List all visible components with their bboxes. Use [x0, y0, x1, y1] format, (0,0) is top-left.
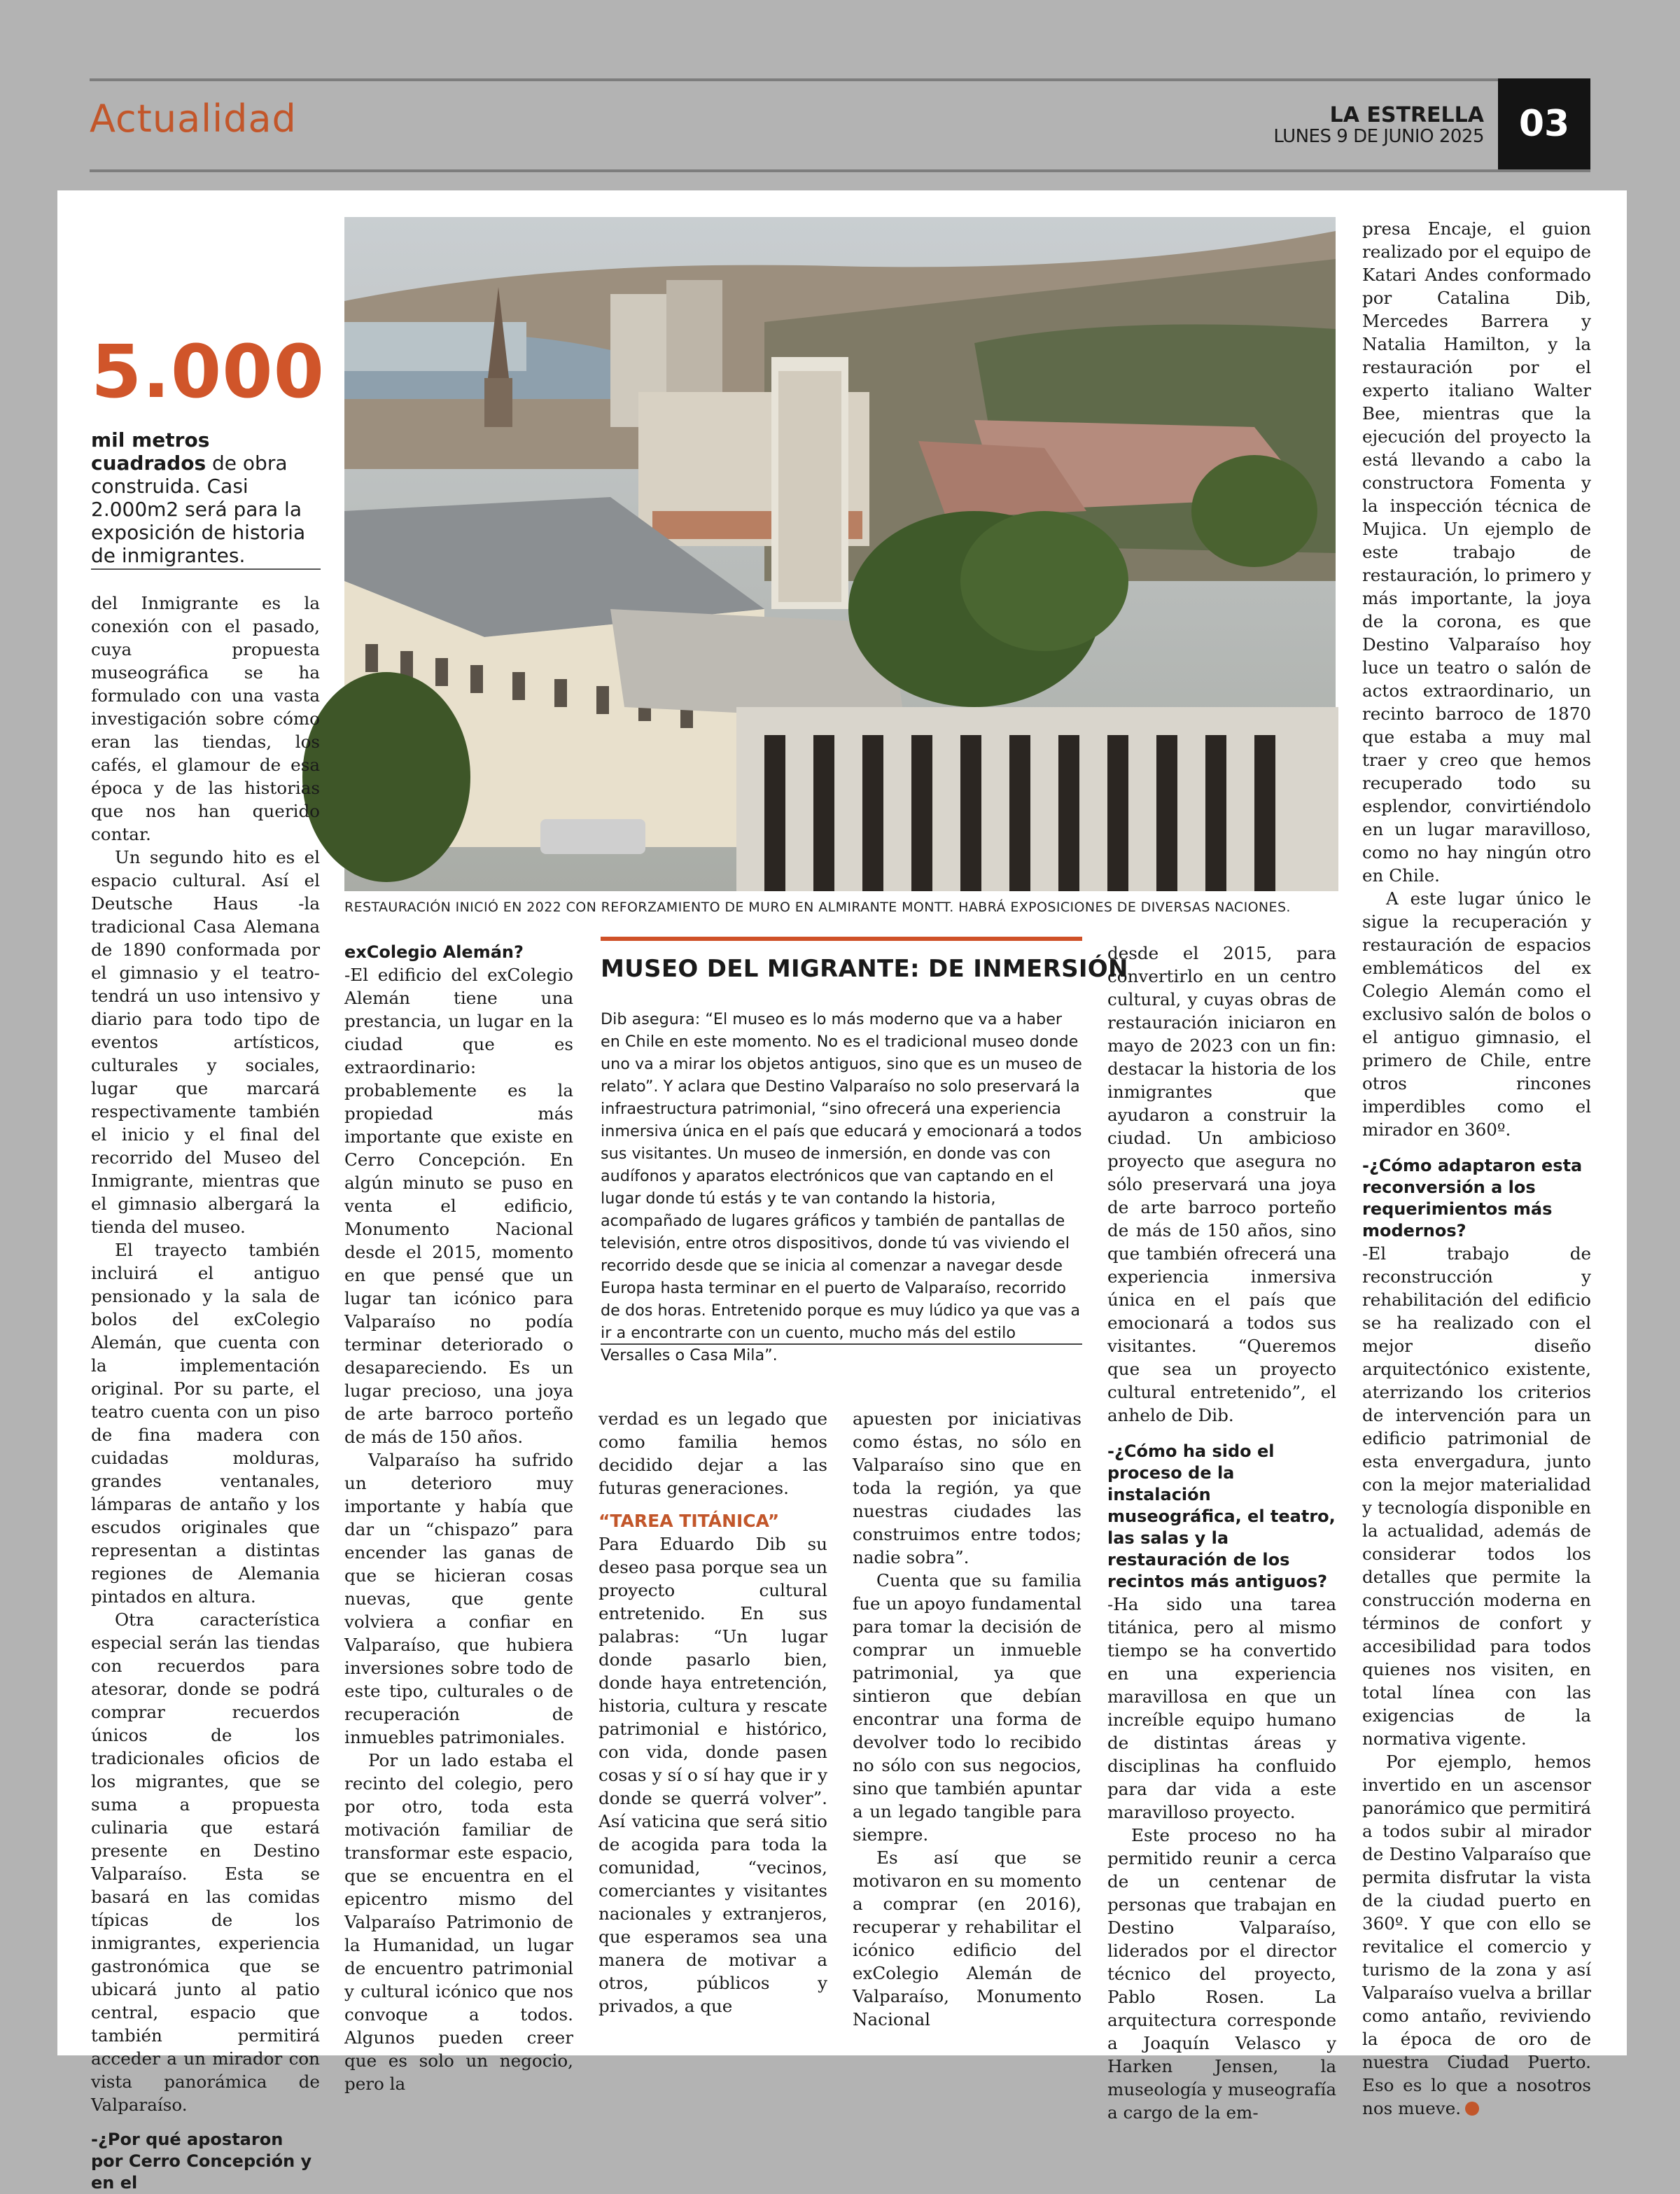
stat-caption-rest: de obra construida. Casi 2.000m2 será para la exposición de historia de inmigrantes.: [91, 452, 306, 567]
stat-number: 5.000: [91, 329, 325, 414]
paragraph: del Inmigrante es la conexión con el pasado, cuya propuesta museográfica se ha formulado con una vasta investigación sobre cómo eran las tiendas, los cafés, el glamour de esa época y de las historias que nos han querido contar.: [91, 593, 320, 844]
article-photo[interactable]: [344, 217, 1336, 891]
paragraph: Este proceso no ha permitido reunir a cerca de un centenar de personas que trabajan en Destino Valparaíso, liderados por el director técnico del proyecto, Pablo Rosen. La arquitectura corresponde a Joaquín Velasco y Harken Jensen, la museología y museografía a cargo de la em-: [1107, 1825, 1336, 2123]
paragraph: Es así que se motivaron en su momento a comprar (en 2016), recuperar y rehabilitar el icónico edificio del exColegio Alemán de Valparaíso, Monumento Nacional: [853, 1847, 1082, 2029]
photo-illustration: [344, 217, 1336, 891]
article-column-1: [91, 592, 320, 2193]
page-number: 03: [1498, 78, 1590, 169]
paragraph: -El edificio del exColegio Alemán tiene una prestancia, un lugar en la ciudad que es extraordinario: probablemente es la propiedad más importante que existe en Cerro Concepción. En algún minuto se puso en venta el edificio, Monumento Nacional desde el 2015, momento en que pensé que un lugar tan icónico para Valparaíso no podía terminar deteriorado o desapareciendo. Es un lugar precioso, una joya de arte barroco porteño de más de 150 años.: [344, 965, 573, 1447]
paragraph: Cuenta que su familia fue un apoyo fundamental para tomar la decisión de comprar un inmueble patrimonial, ya que sintieron que debían encontrar una forma de devolver todo lo recibido no sólo con sus negocios, sino que también apuntar a un legado tangible para siempre.: [853, 1570, 1082, 1845]
subheading: “TAREA TITÁNICA”: [598, 1511, 780, 1531]
paragraph: Un segundo hito es el espacio cultural. Así el Deutsche Haus -la tradicional Casa Alemana de 1890 conformada por el gimnasio y el teatro- tendrá un uso intensivo y diario para todo tipo de eventos artísticos, culturales y sociales, lugar que marcará respectivamente también el inicio y el final del recorrido del Museo del Inmigrante, mientras que el gimnasio albergará la tienda del museo.: [91, 847, 320, 1237]
article-column-2: [344, 942, 573, 2094]
article-column-6: [1362, 217, 1591, 2118]
question: -¿Por qué apostaron por Cerro Concepción y en el: [91, 2130, 312, 2193]
paragraph: A este lugar único le sigue la recuperación y restauración de espacios emblemáticos del ex Colegio Alemán como el exclusivo salón de bolos o el antiguo gimnasio, el primero de Chile, entre otros rincones imperdibles como el mirador en 360º.: [1362, 888, 1591, 1140]
question: -¿Cómo adaptaron esta reconversión a los requerimientos más modernos?: [1362, 1156, 1583, 1241]
paragraph: Para Eduardo Dib su deseo pasa porque sea un proyecto cultural entretenido. En sus palabras: “Un lugar donde pasarlo bien, donde haya entretención, historia, cultura y rescate patrimonial e histórico, con vida, donde pasen cosas y sí o sí hay que ir y donde se querrá volver”. Así vaticina que será sitio de acogida para toda la comunidad, “vecinos, comerciantes y visitantes nacionales y extranjeros, que esperamos sea una manera de motivar a otros, públicos y privados, a que: [598, 1534, 827, 2016]
photo-caption: RESTAURACIÓN INICIÓ EN 2022 CON REFORZAMIENTO DE MURO EN ALMIRANTE MONTT. HABRÁ EXPOSICIONES DE DIVERSAS NACIONES.: [344, 900, 1291, 915]
box-bottom-rule: [601, 1343, 1082, 1345]
paragraph: El trayecto también incluirá el antiguo pensionado y la sala de bolos del exColegio Alemán, que cuenta con la implementación original. Por su parte, el teatro cuenta con un piso de fina madera con cuidadas molduras, grandes ventanales, lámparas de antaño y los escudos originales que representan a distintas regiones de Alemania pintados en altura.: [91, 1240, 320, 1607]
closing-text: Por ejemplo, hemos invertido en un ascensor panorámico que permitirá a todos subir al mirador de Destino Valparaíso que permita disfrutar la vista de la ciudad puerto en 360º. Y que con ello se revitalice el comercio y turismo de la zona y así Valparaíso vuelva a brillar como antaño, reviviendo la época de oro de nuestra Ciudad Puerto. Eso es lo que a nosotros nos mueve.: [1362, 1752, 1591, 2118]
paragraph: -El trabajo de reconstrucción y rehabilitación del edificio se ha realizado con el mejor diseño arquitectónico existente, aterrizando los criterios de intervención para un edificio patrimonial de esta envergadura, junto con la mejor materialidad y tecnología disponible en la actualidad, además de considerar todos los detalles que permite la construcción moderna en términos de confort y accesibilidad para todos quienes nos visiten, en total línea con las exigencias de la normativa vigente.: [1362, 1243, 1591, 1749]
paragraph: -Ha sido una tarea titánica, pero al mismo tiempo se ha convertido en una experiencia maravillosa en que un increíble equipo humano de distintas áreas y disciplinas ha confluido para dar vida a este maravilloso proyecto.: [1107, 1594, 1336, 1822]
box-top-rule: [601, 937, 1082, 941]
issue-date: LUNES 9 DE JUNIO 2025: [1273, 126, 1484, 147]
paragraph: [1362, 1750, 1591, 2120]
paragraph: presa Encaje, el guion realizado por el equipo de Katari Andes conformado por Catalina Dib, Mercedes Barrera y Natalia Hamilton, y la restauración por el experto italiano Walter Bee, mientras que la ejecución del proyecto la está llevando a cabo la constructora Fomenta y la inspección técnica de Mujica. Un ejemplo de este trabajo de restauración, lo primero y más importante, la joya de la corona, es que Destino Valparaíso hoy luce un teatro o salón de actos extraordinario, un recinto barroco de 1870 que estaba a muy mal traer y creo que hemos recuperado todo su esplendor, convirtiéndolo en un lugar maravilloso, como no hay ningún otro en Chile.: [1362, 218, 1591, 886]
section-title: Actualidad: [90, 97, 297, 141]
article-column-5: [1107, 942, 1336, 2123]
header-rule-top: [90, 78, 1590, 81]
paragraph: Otra característica especial serán las tiendas con recuerdos para atesorar, donde se podrá comprar recuerdos únicos de los tradicionales oficios de los migrantes, que se suma a propuesta culinaria que estará presente en Destino Valparaíso. Esta se basará en las comidas típicas de los inmigrantes, experiencia gastronómica que se ubicará junto al patio central, espacio que también permitirá acceder a un mirador con vista panorámica de Valparaíso.: [91, 1609, 320, 2115]
question: -¿Cómo ha sido el proceso de la instalación museográfica, el teatro, las salas y la restauración de los recintos más antiguos?: [1107, 1441, 1336, 1591]
paragraph: apuesten por iniciativas como éstas, no sólo en Valparaíso sino que en toda la región, ya que nuestras ciudades las construimos entre todos; nadie sobra”.: [853, 1409, 1082, 1567]
paragraph: Valparaíso ha sufrido un deterioro muy importante y había que dar un “chispazo” para encender las ganas de que se hicieran cosas nuevas, que gente volviera a confiar en Valparaíso, que hubiera inversiones sobre todo de este tipo, culturales o de recuperación de inmuebles patrimoniales.: [344, 1450, 573, 1747]
header-rule-bottom: [90, 169, 1590, 172]
stat-caption-bold: mil metros cuadrados: [91, 428, 210, 475]
end-of-article-icon: [1465, 2102, 1479, 2116]
box-title: MUSEO DEL MIGRANTE: DE INMERSIÓN: [601, 955, 1128, 983]
box-text: Dib asegura: “El museo es lo más moderno que va a haber en Chile en este momento. No es el tradicional museo donde uno va a mirar los objetos antiguos, sino que es un museo de relato”. Y aclara que Destino Valparaíso no solo preservará la infraestructura patrimonial, “sino ofrecerá una experiencia inmersiva única en el país que educará y emocionará a todos sus visitantes. Un museo de inmersión, en donde vas con audífonos y aparatos electrónicos que van captando en el lugar donde tú estás y te van contando la historia, acompañado de lugares gráficos y también de pantallas de televisión, entre otros dispositivos, donde tú vas viviendo el recorrido desde que se inicia al comenzar a navegar desde Europa hasta terminar en el puerto de Valparaíso, recorrido de dos horas. Entretenido porque es muy lúdico ya que vas a ir a encontrarte con un cuento, mucho más del estilo Versalles o Casa Mila”.: [601, 1010, 1082, 1364]
paragraph: verdad es un legado que como familia hemos decidido dejar a las futuras generaciones.: [598, 1409, 827, 1498]
newspaper-name: LA ESTRELLA: [1329, 103, 1484, 127]
paragraph: Por un lado estaba el recinto del colegio, pero por otro, toda esta motivación familiar de transformar este espacio, que se encuentra en el epicentro mismo del Valparaíso Patrimonio de la Humanidad, un lugar de encuentro patrimonial y cultural icónico que nos convoque a todos. Algunos pueden creer que es solo un negocio, pero la: [344, 1750, 573, 2094]
stat-divider: [91, 568, 321, 570]
question: exColegio Alemán?: [344, 942, 524, 962]
stat-caption: [91, 428, 322, 567]
article-column-4: [853, 1407, 1082, 2029]
paragraph: desde el 2015, para convertirlo en un centro cultural, y cuyas obras de restauración iniciaron en mayo de 2023 con un fin: destacar la historia de los inmigrantes que ayudaron a construir la ciudad. Un ambicioso proyecto que asegura no sólo preservará una joya de arte barroco porteño de más de 150 años, sino que también ofrecerá una experiencia inmersiva única en el país que emocionará a todos sus visitantes. “Queremos que sea un proyecto cultural entretenido”, el anhelo de Dib.: [1107, 943, 1336, 1425]
article-column-3: [598, 1407, 827, 2020]
